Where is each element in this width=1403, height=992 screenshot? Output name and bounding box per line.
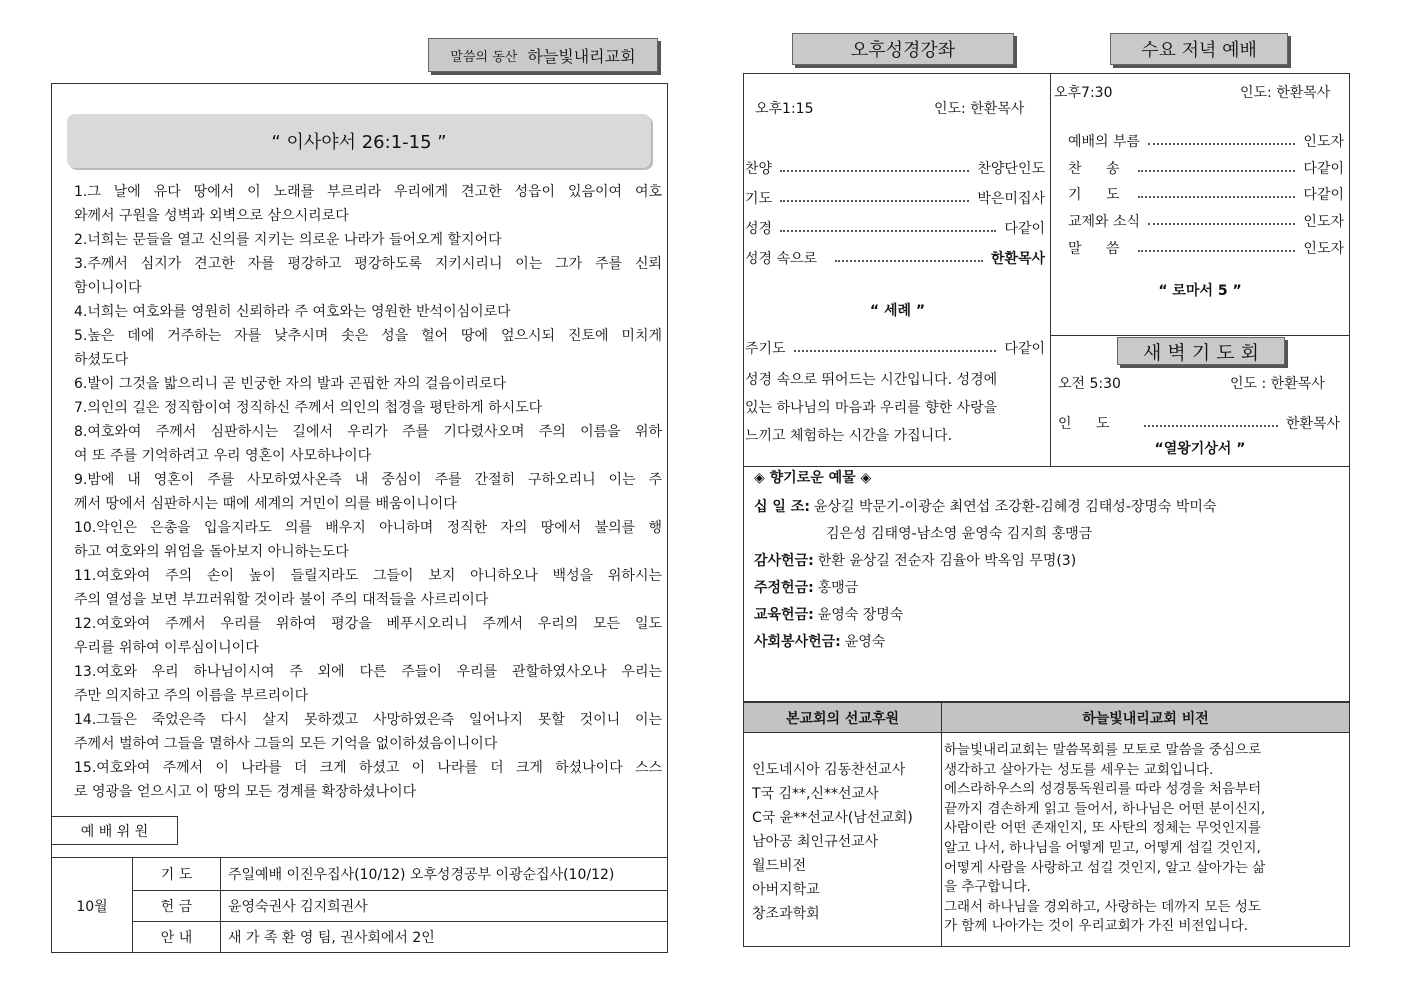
afternoon-tag: 오후성경강좌 — [792, 33, 1014, 65]
verse-line: 7.의인의 길은 정직함이여 정직하신 주께서 의인의 첩경을 평탄하게 하시도다 — [74, 400, 543, 416]
committee-title: 예 배 위 원 — [80, 823, 149, 840]
offering-row: 주정헌금: 홍맹금 — [754, 580, 859, 596]
committee-role: 안 내 — [160, 930, 193, 946]
afternoon-leader: 인도: 한환목사 — [934, 101, 1025, 117]
verse-line: 주의 열성을 보면 부끄러워할 것이라 불이 주의 대적들을 사르리이다 — [74, 592, 489, 608]
mission-item: 창조과학회 — [752, 906, 820, 922]
dawn-tag: 새 벽 기 도 회 — [1117, 337, 1285, 365]
verse-line: 12.여호와여 주께서 우리를 위하여 평강을 베푸시오리니 주께서 우리의 모든 일도 — [74, 616, 662, 632]
vision-text: 하늘빛내리교회는 말씀목회를 모토로 말씀을 중심으로 생각하고 살아가는 성도를 세우는 교회입니다. 에스라하우스의 성경통독원리를 따라 성경을 처음부터 끝까지 겸손하게 읽고 들어서, 하나님은 어떤 분이신지, 사람이란 어떤 존재인지, 또 사탄의 정체는 무엇인지를 알고 나서, 하나님을 어떻게 믿고, 어떻게 섬길 것인지, 어떻게 사람을 사랑하고 섬길 것인지, 알고 살아가는 삶 을 추구합니다. 그래서 하나님을 경외하고, 사랑하는 데까지 모든 성도 가 함께 나아가는 것이 우리교회가 가진 비전입니다. — [944, 742, 1266, 935]
committee-value: 주일예배 이진우집사(10/12) 오후성경공부 이광순집사(10/12) — [228, 867, 615, 883]
church-name-tag — [428, 38, 658, 72]
verse-line: 5.높은 데에 거주하는 자를 낮추시며 솟은 성을 헐어 땅에 엎으시되 진토에 미치게 — [74, 328, 662, 344]
verse-line: 함이니이다 — [74, 280, 142, 296]
verse-line: 주께서 벌하여 그들을 멸하사 그들의 모든 기억을 없이하셨음이니이다 — [74, 736, 498, 752]
verse-line: 8.여호와여 주께서 심판하시는 길에서 우리가 주를 기다렸사오며 주의 이름을 위하 — [74, 424, 662, 440]
wednesday-item: 예배의 부름 인도자 — [1068, 134, 1344, 150]
verse-line: 1.그 날에 유다 땅에서 이 노래를 부르리라 우리에게 견고한 성읍이 있음이여 여호 — [74, 184, 662, 200]
committee-month: 10월 — [76, 898, 108, 915]
verse-line: 하셨도다 — [74, 352, 129, 368]
mission-item: 아버지학교 — [752, 882, 820, 898]
offering-title: ◈ 향기로운 예물 ◈ — [754, 470, 872, 486]
offering-row: 감사헌금: 한환 윤상길 전순자 김율아 박옥임 무명(3) — [754, 553, 1077, 569]
scripture-title-banner — [67, 114, 651, 168]
afternoon-item: 성경 다같이 — [745, 221, 1045, 237]
verse-line: 4.너희는 여호와를 영원히 신뢰하라 주 여호와는 영원한 반석이심이로다 — [74, 304, 511, 320]
verse-line: 하고 여호와의 위엄을 돌아보지 아니하는도다 — [74, 544, 349, 560]
afternoon-item: 성경 속으로 한환목사 — [745, 251, 1045, 267]
mission-item: T국 김**,신**선교사 — [752, 786, 879, 802]
mission-item: 인도네시아 김동찬선교사 — [752, 762, 906, 778]
verse-line: 13.여호와 우리 하나님이시여 주 외에 다른 주들이 우리를 관할하였사오나 우리는 — [74, 664, 662, 680]
afternoon-sermon-title: “ 세례 ” — [869, 303, 926, 319]
dawn-leader: 인도 : 한환목사 — [1230, 376, 1325, 392]
verse-line: 와께서 구원을 성벽과 외벽으로 삼으시리로다 — [74, 208, 349, 224]
verse-line: 로 영광을 얻으시고 이 땅의 모든 경계를 확장하셨나이다 — [74, 784, 417, 800]
church-name: 하늘빛내리교회 — [527, 46, 636, 66]
mission-item: C국 윤**선교사(남선교회) — [752, 810, 913, 826]
afternoon-item: 기도 박은미집사 — [745, 191, 1045, 207]
verse-line: 여 또 주를 기억하려고 우리 영혼이 사모하나이다 — [74, 448, 372, 464]
offering-row: 교육헌금: 윤영숙 장명숙 — [754, 607, 904, 623]
dawn-passage: “열왕기상서 ” — [1154, 441, 1246, 457]
verse-line: 2.너희는 문들을 열고 신의를 지키는 의로운 나라가 들어오게 할지어다 — [74, 232, 502, 248]
wednesday-item: 기 도 다같이 — [1068, 187, 1344, 203]
wednesday-time: 오후7:30 — [1054, 85, 1113, 101]
wednesday-item: 찬 송 다같이 — [1068, 161, 1344, 177]
verse-line: 9.밤에 내 영혼이 주를 사모하였사온즉 내 중심이 주를 간절히 구하오리니 이는 주 — [74, 472, 662, 488]
vision-header: 하늘빛내리교회 비전 — [1082, 711, 1209, 727]
committee-label-box — [51, 816, 178, 845]
verse-line: 께서 땅에서 심판하시는 때에 세계의 거민이 의를 배움이니이다 — [74, 496, 457, 512]
verse-line: 우리를 위하여 이루심이니이다 — [74, 640, 259, 656]
mission-item: 월드비전 — [752, 858, 807, 874]
wednesday-passage: “ 로마서 5 ” — [1158, 283, 1242, 299]
scripture-title: “ 이사야서 26:1-15 ” — [271, 132, 447, 153]
offering-row: 사회봉사헌금: 윤영숙 — [754, 634, 886, 650]
dawn-time: 오전 5:30 — [1058, 376, 1121, 392]
wednesday-leader: 인도: 한환목사 — [1240, 85, 1331, 101]
offering-row: 김은성 김태영-남소영 윤영숙 김지희 홍맹금 — [826, 526, 1093, 542]
afternoon-closing: 주기도 다같이 — [745, 341, 1045, 357]
church-motto: 말씀의 동산 — [450, 49, 518, 65]
verse-line: 주만 의지하고 주의 이름을 부르리이다 — [74, 688, 309, 704]
wednesday-item: 교제와 소식 인도자 — [1068, 214, 1344, 230]
committee-role: 헌 금 — [160, 899, 193, 915]
committee-value: 윤영숙권사 김지희권사 — [228, 899, 368, 915]
offering-row: 십 일 조: 윤상길 박문기-이광순 최연섭 조강환-김혜경 김태성-장명숙 박미숙 — [754, 499, 1217, 515]
verse-line: 6.발이 그것을 밟으리니 곧 빈궁한 자의 발과 곤핍한 자의 걸음이리로다 — [74, 376, 507, 392]
mission-header: 본교회의 선교후원 — [785, 711, 900, 727]
mission-item: 남아공 최인규선교사 — [752, 834, 879, 850]
committee-value: 새 가 족 환 영 팀, 권사회에서 2인 — [228, 930, 435, 946]
mission-list — [752, 758, 938, 926]
wednesday-item: 말 씀 인도자 — [1068, 241, 1344, 257]
verse-line: 14.그들은 죽었은즉 다시 살지 못하겠고 사망하였은즉 일어나지 못할 것이니 이는 — [74, 712, 662, 728]
verse-line: 3.주께서 심지가 견고한 자를 평강하고 평강하도록 지키시리니 이는 그가 주를 신뢰 — [74, 256, 662, 272]
verse-line: 11.여호와여 주의 손이 높이 들릴지라도 그들이 보지 아니하오나 백성을 위하시는 — [74, 568, 662, 584]
afternoon-item: 찬양 찬양단인도 — [745, 161, 1045, 177]
wednesday-tag: 수요 저녁 예배 — [1110, 33, 1288, 65]
afternoon-description: 성경 속으로 뛰어드는 시간입니다. 성경에 있는 하나님의 마음과 우리를 향한 사랑을 느끼고 체험하는 시간을 가집니다. — [745, 372, 998, 444]
verse-line: 10.악인은 은총을 입을지라도 의를 배우지 아니하며 정직한 자의 땅에서 불의를 행 — [74, 520, 662, 536]
verse-line: 15.여호와여 주께서 이 나라를 더 크게 하셨고 이 나라를 더 크게 하셨나이다 스스 — [74, 760, 662, 776]
afternoon-time: 오후1:15 — [755, 101, 814, 117]
dawn-item: 인 도 한환목사 — [1058, 416, 1340, 432]
committee-role: 기 도 — [160, 867, 193, 883]
